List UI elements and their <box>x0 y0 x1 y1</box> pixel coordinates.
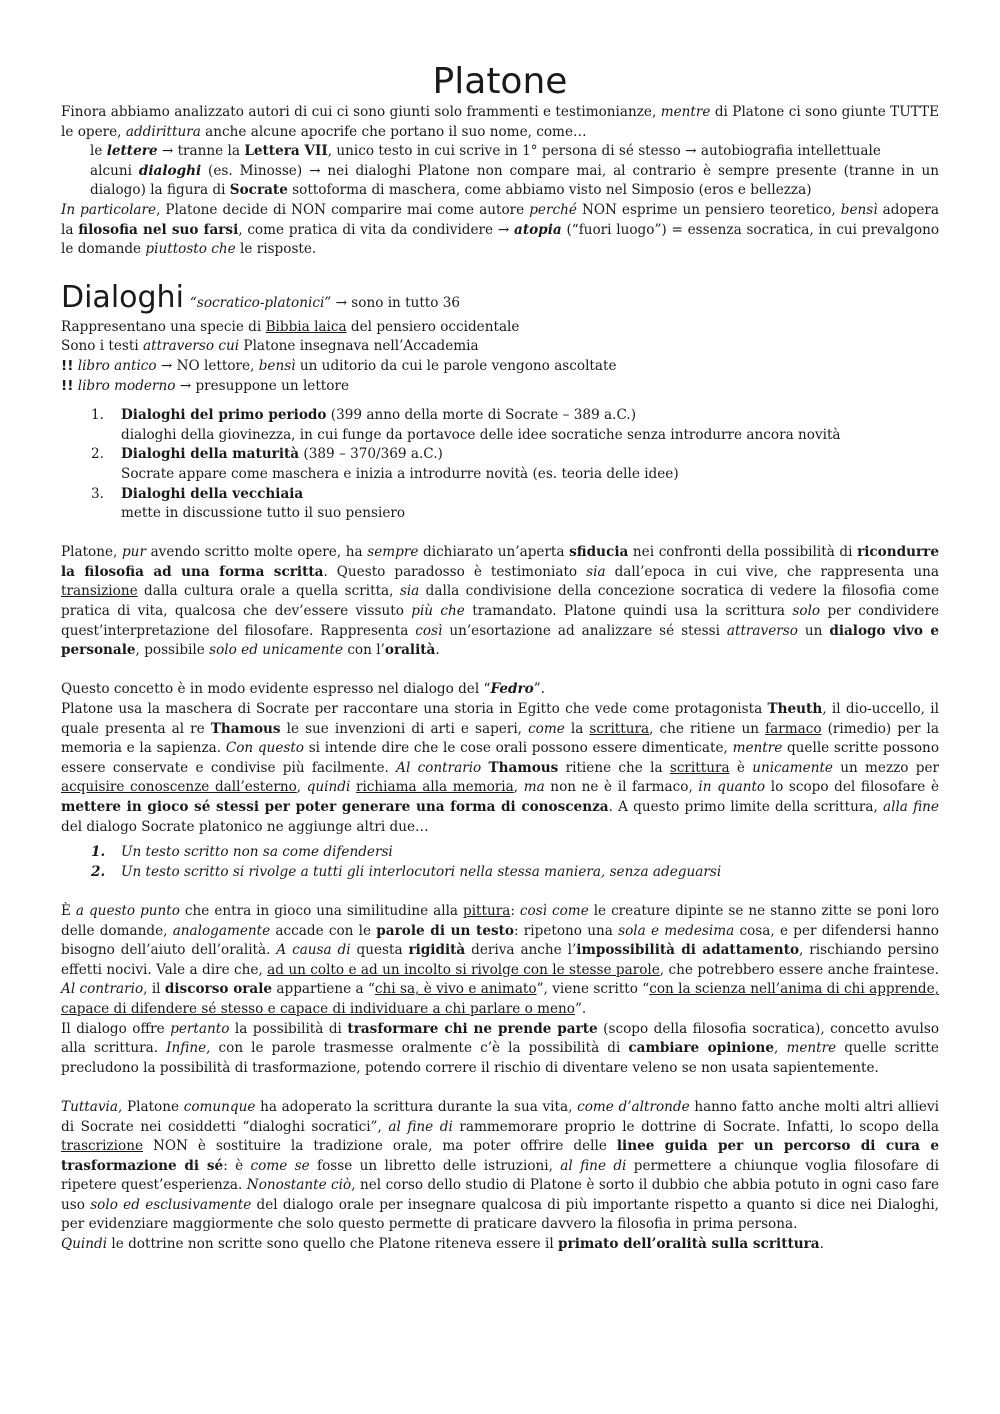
list-item: 1. Un testo scritto non sa come difendersi <box>91 844 393 861</box>
line-fedro: Questo concetto è in modo evidente espresso nel dialogo del “Fedro”. <box>61 681 546 698</box>
list-item-dialoghi: alcuni dialoghi (es. Minosse) → nei dialoghi Platone non compare mai, al contrario è sempre presente (tranne in un dialogo) la figura di Socrate sottoforma di maschera, come abbiamo visto nel Simposio (eros e bellezza) <box>90 162 939 199</box>
paragraph-sfiducia: Platone, pur avendo scritto molte opere, ha sempre dichiarato un’aperta sfiducia nei confronti della possibilità di ricondurre la filosofia ad una forma scritta. Questo paradosso è testimoniato sia dall’epoca in cui vive, che rappresenta una transizione dalla cultura orale a quella scritta, sia dalla condivisione della concezione socratica di vedere la filosofia come pratica di vita, qualcosa che dev’essere vissuto più che tramandato. Platone quindi usa la scrittura solo per condividere quest’interpretazione del filosofare. Rappresenta così un’esortazione ad analizzare sé stessi attraverso un dialogo vivo e personale, possibile solo ed unicamente con l’oralità. <box>61 544 939 659</box>
double-exclamation-icon: !! <box>61 377 74 394</box>
intro-paragraph: Finora abbiamo analizzato autori di cui ci sono giunti solo frammenti e testimonianze, mentre di Platone ci sono giunte TUTTE le opere, addirittura anche alcune apocrife che portano il suo nome, come… <box>61 104 939 140</box>
line-bibbia: Rappresentano una specie di Bibbia laica del pensiero occidentale <box>61 318 520 335</box>
list-item-lettere: le lettere → tranne la Lettera VII, unico testo in cui scrive in 1° persona di sé stesso → autobiografia intellettuale <box>90 143 881 160</box>
line-libro-antico: !! libro antico → NO lettore, bensì un uditorio da cui le parole vengono ascoltate <box>61 357 617 374</box>
limits-list <box>61 843 939 882</box>
paragraph-tuttavia: Tuttavia, Platone comunque ha adoperato la scrittura durante la sua vita, come d’altronde hanno fatto anche molti altri allievi di Socrate nei cosiddetti “dialoghi socratici”, al fine di rammemorare proprio le dottrine di Socrate. Infatti, lo scopo della trascrizione NON è sostituire la tradizione orale, ma poter offrire delle linee guida per un percorso di cura e trasformazione di sé: è come se fosse un libretto delle istruzioni, al fine di permettere a chiunque voglia filosofare di ripetere quest’esperienza. Nonostante ciò, nel corso dello studio di Platone è sorto il dubbio che abbia potuto in ogni caso fare uso solo ed esclusivamente del dialogo orale per insegnare qualcosa di più importante rispetto a quanto si dice nei Dialoghi, per evidenziare maggiormente che solo questo permette di praticare davvero la filosofia in prima persona. <box>61 1098 940 1233</box>
paragraph-trasformare: Il dialogo offre pertanto la possibilità di trasformare chi ne prende parte (scopo della filosofia socratica), concetto avulso alla scrittura. Infine, con le parole trasmesse oralmente c’è la possibilità di cambiare opinione, mentre quelle scritte precludono la possibilità di trasformazione, potendo correre il rischio di diventare veleno se non usata sapientemente. <box>61 1020 940 1076</box>
section-heading-dialoghi <box>61 278 939 318</box>
list-item: 2. Un testo scritto si rivolge a tutti gli interlocutori nella stessa maniera, senza adeguarsi <box>91 863 722 880</box>
list-item: 2. Dialoghi della maturità (389 – 370/369 a.C.) Socrate appare come maschera e inizia a introdurre novità (es. teoria delle idee) <box>91 446 679 482</box>
page-title: Platone <box>432 61 568 102</box>
document-page <box>61 0 939 1255</box>
section-title: Dialoghi <box>61 279 184 315</box>
paragraph-fedro: Platone usa la maschera di Socrate per raccontare una storia in Egitto che vede come protagonista Theuth, il dio-uccello, il quale presenta al re Thamous le sue invenzioni di arti e saperi, come la scrittura, che ritiene un farmaco (rimedio) per la memoria e la sapienza. Con questo si intende dire che le cose orali possono essere dimenticate, mentre quelle scritte possono essere conservate e condivise più facilmente. Al contrario Thamous ritiene che la scrittura è unicamente un mezzo per acquisire conoscenze dall’esterno, quindi richiama alla memoria, ma non ne è il farmaco, in quanto lo scopo del filosofare è mettere in gioco sé stessi per poter generare una forma di conoscenza. A questo primo limite della scrittura, alla fine del dialogo Socrate platonico ne aggiunge altri due… <box>61 701 940 835</box>
paragraph-pittura: È a questo punto che entra in gioco una similitudine alla pittura: così come le creature dipinte se ne stanno zitte se poni loro delle domande, analogamente accade con le parole di un testo: ripetono una sola e medesima cosa, e per difendersi hanno bisogno dell’aiuto dell’oralità. A causa di questa rigidità deriva anche l’impossibilità di adattamento, rischiando persino effetti nocivi. Vale a dire che, ad un colto e ad un incolto si rivolge con le stesse parole, che potrebbero essere anche fraintese. Al contrario, il discorso orale appartiene a “chi sa, è vivo e animato”, viene scritto “con la scienza nell’anima di chi apprende, capace di difendere sé stesso e capace di individuare a chi parlare o meno”. <box>61 902 940 1017</box>
periods-list <box>61 406 939 524</box>
double-exclamation-icon: !! <box>61 357 74 374</box>
list-item: 1. Dialoghi del primo periodo (399 anno della morte di Socrate – 389 a.C.) dialoghi della giovinezza, in cui funge da portavoce delle idee socratiche senza introdurre ancora novità <box>91 407 841 443</box>
paragraph-conclusione: Quindi le dottrine non scritte sono quello che Platone riteneva essere il primato dell’oralità sulla scrittura. <box>61 1236 824 1253</box>
line-accademia: Sono i testi attraverso cui Platone insegnava nell’Accademia <box>61 338 479 355</box>
paragraph-particolare: In particolare, Platone decide di NON comparire mai come autore perché NON esprime un pensiero teoretico, bensì adopera la filosofia nel suo farsi, come pratica di vita da condividere → atopia (“fuori luogo”) = essenza socratica, in cui prevalgono le domande piuttosto che le risposte. <box>61 201 940 258</box>
list-item: 3. Dialoghi della vecchiaia mette in discussione tutto il suo pensiero <box>91 485 406 522</box>
line-libro-moderno: !! libro moderno → presuppone un lettore <box>61 377 349 394</box>
section-subtitle: “socratico-platonici” → sono in tutto 36 <box>189 294 461 311</box>
